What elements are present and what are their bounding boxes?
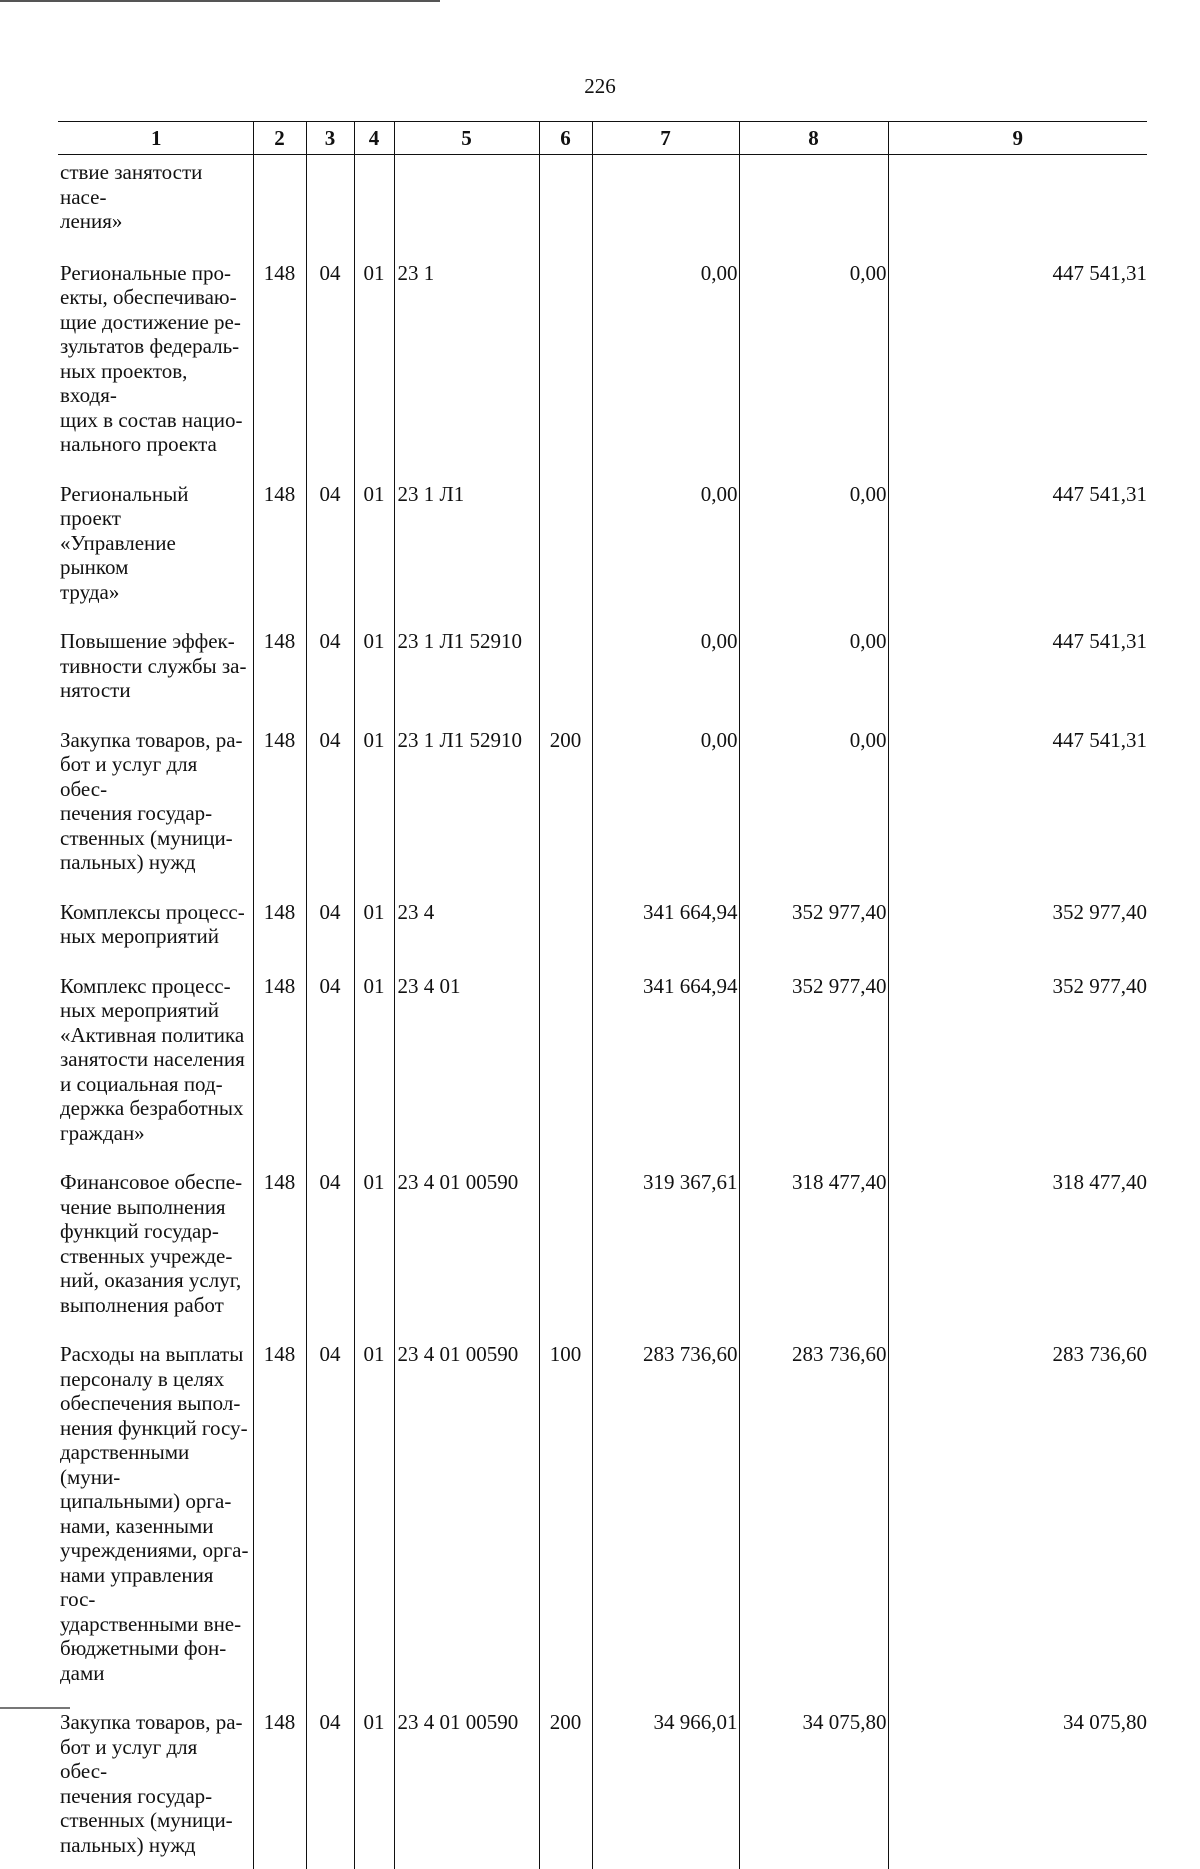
admin-code-cell: 148 <box>253 624 306 723</box>
target-article-cell: 23 4 01 00590 <box>394 1705 539 1869</box>
subsection-code-cell: 01 <box>354 256 394 477</box>
subsection-code-cell <box>354 155 394 256</box>
item-name-cell: Расходы на выплаты персоналу в целях обеспечения выпол- нения функций госу- дарственными (муни- ципальными) орга- нами, казенными учреждениями, орга- нами управления гос- ударственными вне- бюджетными фон- дами <box>58 1337 253 1705</box>
amount-col8-cell: 34 075,80 <box>739 1705 888 1869</box>
admin-code-cell: 148 <box>253 1705 306 1869</box>
column-header-5: 5 <box>394 122 539 155</box>
section-code-cell: 04 <box>306 1337 354 1705</box>
admin-code-cell: 148 <box>253 969 306 1166</box>
expense-type-cell <box>539 256 592 477</box>
page-number: 226 <box>0 74 1200 99</box>
section-code-cell: 04 <box>306 969 354 1166</box>
column-header-3: 3 <box>306 122 354 155</box>
item-name-cell: Комплекс процесс- ных мероприятий «Активная политика занятости населения и социальная под- держка безработных граждан» <box>58 969 253 1166</box>
target-article-cell: 23 1 Л1 <box>394 477 539 625</box>
section-code-cell <box>306 155 354 256</box>
admin-code-cell: 148 <box>253 1337 306 1705</box>
expense-type-cell: 200 <box>539 1705 592 1869</box>
target-article-cell: 23 1 <box>394 256 539 477</box>
admin-code-cell: 148 <box>253 895 306 969</box>
section-code-cell: 04 <box>306 477 354 625</box>
admin-code-cell: 148 <box>253 477 306 625</box>
amount-col7-cell: 0,00 <box>592 256 739 477</box>
expense-type-cell <box>539 155 592 256</box>
section-code-cell: 04 <box>306 256 354 477</box>
section-code-cell: 04 <box>306 1705 354 1869</box>
table-row <box>58 969 1147 1166</box>
amount-col9-cell: 283 736,60 <box>888 1337 1147 1705</box>
top-scan-rule <box>0 0 440 2</box>
bottom-scan-rule <box>0 1707 70 1709</box>
item-name-cell: Финансовое обеспе- чение выполнения функций государ- ственных учрежде- ний, оказания услуг, выполнения работ <box>58 1165 253 1337</box>
amount-col8-cell: 0,00 <box>739 624 888 723</box>
column-header-1: 1 <box>58 122 253 155</box>
expense-type-cell <box>539 1165 592 1337</box>
target-article-cell: 23 1 Л1 52910 <box>394 624 539 723</box>
amount-col9-cell: 352 977,40 <box>888 895 1147 969</box>
column-header-8: 8 <box>739 122 888 155</box>
section-code-cell: 04 <box>306 1165 354 1337</box>
table-row <box>58 723 1147 895</box>
amount-col9-cell <box>888 155 1147 256</box>
amount-col7-cell: 341 664,94 <box>592 895 739 969</box>
amount-col9-cell: 447 541,31 <box>888 256 1147 477</box>
table-row <box>58 1705 1147 1869</box>
expense-type-cell <box>539 895 592 969</box>
item-name-cell: Закупка товаров, ра- бот и услуг для обес- печения государ- ственных (муници- пальных) нужд <box>58 723 253 895</box>
target-article-cell: 23 4 01 00590 <box>394 1337 539 1705</box>
item-name-cell: Комплексы процесс- ных мероприятий <box>58 895 253 969</box>
amount-col8-cell: 0,00 <box>739 256 888 477</box>
table-row <box>58 624 1147 723</box>
amount-col8-cell: 352 977,40 <box>739 969 888 1166</box>
section-code-cell: 04 <box>306 624 354 723</box>
amount-col7-cell <box>592 155 739 256</box>
item-name-cell: Региональные про- екты, обеспечиваю- щие достижение ре- зультатов федераль- ных проектов, входя- щих в состав нацио- нального проекта <box>58 256 253 477</box>
table-header-row <box>58 122 1147 155</box>
column-header-4: 4 <box>354 122 394 155</box>
table-row <box>58 155 1147 256</box>
item-name-cell: ствие занятости насе- ления» <box>58 155 253 256</box>
amount-col7-cell: 283 736,60 <box>592 1337 739 1705</box>
amount-col7-cell: 319 367,61 <box>592 1165 739 1337</box>
subsection-code-cell: 01 <box>354 969 394 1166</box>
expense-type-cell <box>539 969 592 1166</box>
amount-col7-cell: 0,00 <box>592 723 739 895</box>
target-article-cell: 23 4 01 00590 <box>394 1165 539 1337</box>
subsection-code-cell: 01 <box>354 723 394 895</box>
amount-col8-cell: 0,00 <box>739 723 888 895</box>
item-name-cell: Закупка товаров, ра- бот и услуг для обес- печения государ- ственных (муници- пальных) нужд <box>58 1705 253 1869</box>
column-header-2: 2 <box>253 122 306 155</box>
amount-col9-cell: 447 541,31 <box>888 624 1147 723</box>
amount-col8-cell <box>739 155 888 256</box>
target-article-cell <box>394 155 539 256</box>
admin-code-cell: 148 <box>253 723 306 895</box>
amount-col9-cell: 34 075,80 <box>888 1705 1147 1869</box>
amount-col8-cell: 0,00 <box>739 477 888 625</box>
subsection-code-cell: 01 <box>354 1337 394 1705</box>
amount-col8-cell: 318 477,40 <box>739 1165 888 1337</box>
expense-type-cell: 200 <box>539 723 592 895</box>
table-row <box>58 256 1147 477</box>
admin-code-cell: 148 <box>253 1165 306 1337</box>
table-row <box>58 895 1147 969</box>
table-row <box>58 1337 1147 1705</box>
table-body <box>58 155 1147 1869</box>
item-name-cell: Повышение эффек- тивности службы за- нятости <box>58 624 253 723</box>
target-article-cell: 23 4 <box>394 895 539 969</box>
expense-type-cell <box>539 624 592 723</box>
subsection-code-cell: 01 <box>354 1165 394 1337</box>
section-code-cell: 04 <box>306 723 354 895</box>
subsection-code-cell: 01 <box>354 477 394 625</box>
amount-col7-cell: 341 664,94 <box>592 969 739 1166</box>
subsection-code-cell: 01 <box>354 1705 394 1869</box>
amount-col7-cell: 0,00 <box>592 624 739 723</box>
subsection-code-cell: 01 <box>354 895 394 969</box>
target-article-cell: 23 4 01 <box>394 969 539 1166</box>
target-article-cell: 23 1 Л1 52910 <box>394 723 539 895</box>
subsection-code-cell: 01 <box>354 624 394 723</box>
amount-col9-cell: 352 977,40 <box>888 969 1147 1166</box>
budget-table <box>58 121 1147 1869</box>
table-row <box>58 1165 1147 1337</box>
section-code-cell: 04 <box>306 895 354 969</box>
amount-col8-cell: 352 977,40 <box>739 895 888 969</box>
admin-code-cell: 148 <box>253 256 306 477</box>
amount-col7-cell: 0,00 <box>592 477 739 625</box>
expense-type-cell <box>539 477 592 625</box>
amount-col7-cell: 34 966,01 <box>592 1705 739 1869</box>
amount-col8-cell: 283 736,60 <box>739 1337 888 1705</box>
expense-type-cell: 100 <box>539 1337 592 1705</box>
amount-col9-cell: 447 541,31 <box>888 477 1147 625</box>
column-header-7: 7 <box>592 122 739 155</box>
item-name-cell: Региональный проект «Управление рынком труда» <box>58 477 253 625</box>
column-header-6: 6 <box>539 122 592 155</box>
amount-col9-cell: 447 541,31 <box>888 723 1147 895</box>
admin-code-cell <box>253 155 306 256</box>
amount-col9-cell: 318 477,40 <box>888 1165 1147 1337</box>
table-row <box>58 477 1147 625</box>
column-header-9: 9 <box>888 122 1147 155</box>
